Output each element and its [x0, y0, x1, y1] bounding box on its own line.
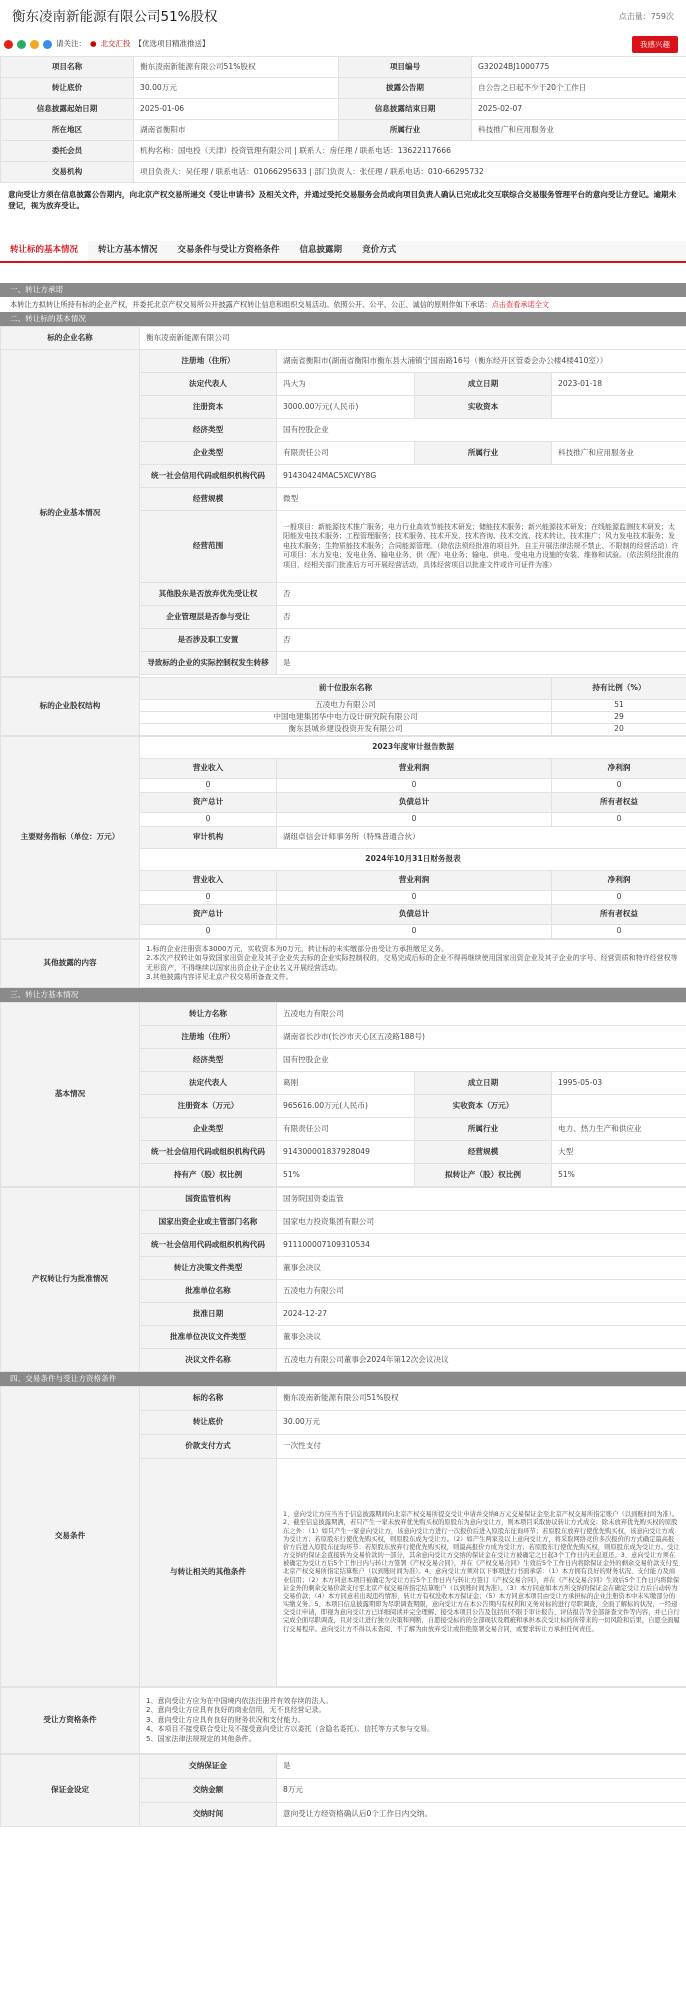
auditor: 湖组卓信会计师事务所（特殊普通合伙） [277, 827, 686, 849]
label: 价款支付方式 [140, 1435, 277, 1459]
label: 审计机构 [140, 827, 277, 849]
value: 0 [552, 779, 686, 793]
label: 企业类型 [140, 1118, 277, 1141]
value: 否 [277, 629, 686, 652]
tab-conditions[interactable]: 交易条件与受让方资格条件 [177, 245, 280, 256]
label: 法定代表人 [140, 1072, 277, 1095]
value: 董事会决议 [277, 1326, 686, 1349]
label: 实收资本（万元） [415, 1095, 552, 1118]
label: 交易机构 [1, 162, 134, 183]
label: 国资监管机构 [140, 1188, 277, 1211]
target-name: 衡东凌南新能源有限公司 [140, 327, 686, 350]
value: 914300001837928049 [277, 1141, 415, 1164]
report-title: 2024年10月31日财务报表 [140, 849, 686, 871]
label: 标的名称 [140, 1387, 277, 1411]
value: 91430424MAC5XCWY8G [277, 465, 686, 488]
value: 五凌电力有限公司 [277, 1003, 686, 1026]
label: 企业类型 [140, 442, 277, 465]
qq-icon[interactable] [43, 40, 52, 49]
column-header: 负债总计 [277, 905, 552, 925]
value: 2023-01-18 [552, 373, 686, 396]
label: 项目编号 [339, 57, 472, 78]
other-item: 1.标的企业注册资本3000万元，实收资本为0万元，转让标的未实缴部分由受让方承担缴足义务。 [146, 944, 448, 953]
label: 标的企业名称 [1, 327, 140, 350]
label: 法定代表人 [140, 373, 277, 396]
value: 3000.00万元(人民币) [277, 396, 415, 419]
label: 受让方资格条件 [1, 1688, 140, 1754]
value: 电力、热力生产和供应业 [552, 1118, 686, 1141]
column-header: 所有者权益 [552, 793, 686, 813]
value: 科技推广和应用服务业 [552, 442, 686, 465]
label: 统一社会信用代码或组织机构代码 [140, 1234, 277, 1257]
label: 企业管理层是否参与受让 [140, 606, 277, 629]
column-header: 负债总计 [277, 793, 552, 813]
promise-text: 本转让方拟转让所持有标的企业产权，并委托北京产权交易所公开披露产权转让信息和组织交易活动。依照公开、公平、公正、诚信的原则作如下承诺： [10, 300, 492, 309]
section-header: 二、转让标的基本情况 [0, 312, 686, 326]
value: 是 [277, 1755, 686, 1779]
tab-transferor[interactable]: 转让方基本情况 [98, 245, 158, 256]
column-header: 营业利润 [277, 871, 552, 891]
label: 披露公告期 [339, 78, 472, 99]
holder-name: 中国电建集团华中电力设计研究院有限公司 [140, 712, 552, 724]
section-header: 一、转让方承诺 [0, 283, 686, 297]
value: 0 [552, 891, 686, 905]
label: 经济类型 [140, 1049, 277, 1072]
tab-bidding[interactable]: 竞价方式 [362, 245, 397, 256]
label: 标的企业基本情况 [1, 350, 140, 677]
promise-link[interactable]: 点击查看承诺全文 [491, 300, 550, 309]
column-header: 净利润 [552, 759, 686, 779]
label: 注册地（住所） [140, 1026, 277, 1049]
notice-text: 意向受让方须在信息披露公告期内，向北京产权交易所递交《受让申请书》及相关文件，并通过受托交易服务会员或向项目负责人确认已完成北交互联综合交易服务管理平台的意向受让方登记。逾期未登记，视为放弃受让。 [8, 190, 677, 211]
business-scope: 一般项目：新能源技术推广服务；电力行业高效节能技术研发；储能技术服务；新兴能源技术研发；在线能源监测技术研发；太阳能发电技术服务；工程管理服务；技术服务、技术开发、技术咨询、技术交流、技术转让、技术推广；风力发电技术服务；发电技术服务；生物质能技术服务；合同能源管理。（除依法须经批准的项目外，自主开展法律法规不禁止、不限制的经营活动）许可项目：水力发电；发电业务、输电业务、供（配）电业务；输电、供电、受电电力设施的安装、维修和试验。（依法须经批准的项目，经相关部门批准后方可开展经营活动，具体经营项目以批准文件或许可证件为准） [277, 511, 686, 583]
label: 委托会员 [1, 141, 134, 162]
interested-button[interactable]: 我感兴趣 [632, 36, 678, 53]
label: 所属行业 [339, 120, 472, 141]
other-item: 2.本次产权转让如导致国家出资企业及其子企业失去标的企业实际控制权的，交易完成后标的企业不得再继续使用国家出资企业及其子企业的字号、经营资质和特许经营权等无形资产，不得继续以国家出资企业子企业名义开展经营活动。 [146, 954, 678, 972]
transferor-table [0, 1002, 686, 1187]
wechat-icon[interactable] [17, 40, 26, 49]
qual-item: 1、意向受让方应为在中国境内依法注册并有效存续的法人。 [146, 1696, 333, 1705]
value: 2024-12-27 [277, 1303, 686, 1326]
label: 其他披露的内容 [1, 940, 140, 988]
conditions-table [0, 1386, 686, 1687]
label: 转让方决策文件类型 [140, 1257, 277, 1280]
value: 0 [277, 925, 552, 939]
announce-period: 自公告之日起不少于20个工作日 [472, 78, 686, 99]
label: 主要财务指标（单位：万元） [1, 737, 140, 939]
label: 所在地区 [1, 120, 134, 141]
value: 五凌电力有限公司 [277, 1280, 686, 1303]
label: 拟转让产（股）权比例 [415, 1164, 552, 1187]
industry: 科技推广和应用服务业 [472, 120, 686, 141]
label: 所属行业 [415, 1118, 552, 1141]
value: 0 [140, 925, 277, 939]
value: 有限责任公司 [277, 442, 415, 465]
follow-tag[interactable]: 【优选项目精准推送】 [134, 38, 210, 48]
agency-info: 项目负责人：吴任理 / 联系电话：01066295633 | 部门负责人：张任理 / 联系电话：010-66295732 [134, 162, 686, 183]
beijiao-icon: ● [90, 38, 97, 48]
label: 导致标的企业的实际控制权发生转移 [140, 652, 277, 675]
value: 是 [277, 652, 686, 675]
label: 批准单位名称 [140, 1280, 277, 1303]
other-disclosure [140, 940, 686, 988]
value: 国务院国资委监管 [277, 1188, 686, 1211]
value: 五凌电力有限公司董事会2024年第12次会议决议 [277, 1349, 686, 1372]
promise-note [0, 297, 686, 312]
start-date: 2025-01-06 [134, 99, 339, 120]
label: 注册地（住所） [140, 350, 277, 373]
value: 一次性支付 [277, 1435, 686, 1459]
column-header: 所有者权益 [552, 905, 686, 925]
value: 意向受让方经资格确认后0个工作日内交纳。 [277, 1803, 686, 1827]
value: 微型 [277, 488, 686, 511]
end-date: 2025-02-07 [472, 99, 686, 120]
tab-target[interactable]: 转让标的基本情况 [0, 241, 88, 261]
column-header: 资产总计 [140, 793, 277, 813]
project-info-table [0, 56, 686, 183]
value [552, 396, 686, 419]
share-bar [4, 39, 210, 49]
column-header: 净利润 [552, 871, 686, 891]
value: 否 [277, 583, 686, 606]
qual-item: 5、国家法律法规规定的其他条件。 [146, 1734, 256, 1743]
approval-table [0, 1187, 686, 1372]
value: 冯大为 [277, 373, 415, 396]
label: 交易条件 [1, 1387, 140, 1687]
column-header: 资产总计 [140, 905, 277, 925]
value: 董事会决议 [277, 1257, 686, 1280]
label: 经营规模 [140, 488, 277, 511]
label: 转让底价 [140, 1411, 277, 1435]
value [552, 1095, 686, 1118]
value: 0 [277, 779, 552, 793]
label: 决议文件名称 [140, 1349, 277, 1372]
member-info: 机构名称：国电投（天津）投资管理有限公司 | 联系人：房任理 / 联系电话：13622117666 [134, 141, 686, 162]
other-disclosure-table [0, 939, 686, 988]
label: 批准单位决议文件类型 [140, 1326, 277, 1349]
value: 0 [552, 925, 686, 939]
value: 51% [277, 1164, 415, 1187]
qzone-icon[interactable] [30, 40, 39, 49]
holder-ratio: 51 [552, 700, 686, 712]
label: 是否涉及职工安置 [140, 629, 277, 652]
value: 0 [140, 779, 277, 793]
value: 国家电力投资集团有限公司 [277, 1211, 686, 1234]
label: 注册资本 [140, 396, 277, 419]
label: 产权转让行为批准情况 [1, 1188, 140, 1372]
holder-name: 衡东县城乡建设投资开发有限公司 [140, 724, 552, 736]
column-header: 前十位股东名称 [140, 678, 552, 700]
label: 成立日期 [415, 373, 552, 396]
value: 0 [140, 813, 277, 827]
holder-ratio: 20 [552, 724, 686, 736]
section-header: 三、转让方基本情况 [0, 988, 686, 1002]
value: 965616.00万元(人民币) [277, 1095, 415, 1118]
value: 湖南省衡阳市(湖南省衡阳市衡东县大浦镇宁国南路16号（衡东经开区管委会办公楼4楼410室）） [277, 350, 686, 373]
label: 信息披露起始日期 [1, 99, 134, 120]
column-header: 营业收入 [140, 759, 277, 779]
other-item: 3.其他披露内容详见北京产权交易所备查文件。 [146, 972, 293, 981]
label: 标的企业股权结构 [1, 678, 140, 736]
value: 0 [552, 813, 686, 827]
region: 湖南省衡阳市 [134, 120, 339, 141]
value: 葛刚 [277, 1072, 415, 1095]
label: 保证金设定 [1, 1755, 140, 1827]
other-conditions: 1、意向受让方应当当于信息披露期间向北京产权交易所提交受让申请并交纳8万元交易保证金至北京产权交易所指定账户（以到账时间为准）。2、截至信息披露期满，若只产生一家未放弃优先购买权的原股东为意向受让方，则本项目采取协议转让方式成交：除未放弃优先购买权的原股东之外：（1）如只产生一家意向受让方，该意向受让方进行一次报价后进入原股东征询环节；若原股东放弃行使优先购买权，该意向受让方成为受让方；若原股东行使优先购买权，则原股东成为受让方。（2）如产生两家及以上意向受让方，将采取网络竞价多次报价的方式确定最高报价方后进入原股东征询环节：若原股东放弃行使优先购买权，则最高报价方成为受让方；若原股东行使优先购买权，则原股东成为受让方。受让方交纳的保证金直接转为交易价款的一部分，其余意向受让方交纳的保证金在受让方被确定之日起3个工作日内无息返还。3、意向受让方须在被确定为受让方后5个工作日内与转让方签署《产权交易合同》，并在《产权交易合同》生效后5个工作日内将除保证金外的剩余交易价款支付至北京产权交易所指定结算账户（以到账时间为准）。4、意向受让方须对以下事项进行书面承诺：（1）本方拥有良好的财务状况、支付能力及商业信用；（2）本方同意本项目被确定为受让方后5个工作日内与转让方签订《产权交易合同》，并在《产权交易合同》生效后5个工作日内将除保证金外的剩余交易价款支付至北京产权交易所指定结算账户（以到账时间为准）。（3）本方同意如本方所交纳的保证金在确定受让方后自动转为交易价款；（4）本方同意若出现违约情形，转让方有权没收本方保证金；（5）本方同意本项目由受让方承担标的企业注册资本中未实缴部分的实缴义务。5、本项目信息披露期即为尽职调查期限，意向受让方在本公告期内有权利和义务对标的进行尽职调查，全面了解标的状况，一经递交受让申请，即视为意向受让方已详细阅读并完全理解、接受本项目公告及包括但不限于审计报告、评估报告等全部备查文件等内容，并已自行完成全面尽职调查，且对受让进行独立决策和判断，自愿接受标的的全部现状及瑕疵和承担本次受让标的所带来的一切风险和后果，自愿全面履行交易程序。意向受让方不得以未查阅、不了解为由放弃受让或拒绝签署交易合同，或要求转让方承担任何责任。 [277, 1459, 686, 1687]
holder-ratio: 29 [552, 712, 686, 724]
value: 否 [277, 606, 686, 629]
label: 信息披露结束日期 [339, 99, 472, 120]
value: 30.00万元 [277, 1411, 686, 1435]
label: 项目名称 [1, 57, 134, 78]
label: 转让底价 [1, 78, 134, 99]
label: 经营规模 [415, 1141, 552, 1164]
value: 8万元 [277, 1779, 686, 1803]
audit-title: 2023年度审计报告数据 [140, 737, 686, 759]
tab-disclosure[interactable]: 信息披露期 [299, 245, 343, 256]
value: 湖南省长沙市(长沙市天心区五凌路188号) [277, 1026, 686, 1049]
label: 交纳保证金 [140, 1755, 277, 1779]
value: 1995-05-03 [552, 1072, 686, 1095]
target-table [0, 326, 686, 677]
project-name: 衡东凌南新能源有限公司51%股权 [134, 57, 339, 78]
tab-bar [0, 241, 686, 263]
label: 批准日期 [140, 1303, 277, 1326]
label: 统一社会信用代码或组织机构代码 [140, 1141, 277, 1164]
qual-item: 2、意向受让方应具有良好的商业信用，无不良经营记录。 [146, 1706, 326, 1715]
follow-org[interactable]: 北交汇投 [100, 38, 131, 48]
value: 有限责任公司 [277, 1118, 415, 1141]
label: 成立日期 [415, 1072, 552, 1095]
value: 0 [277, 813, 552, 827]
label: 交纳金额 [140, 1779, 277, 1803]
qualification-table [0, 1687, 686, 1754]
label: 其他股东是否放弃优先受让权 [140, 583, 277, 606]
label: 基本情况 [1, 1003, 140, 1187]
label: 转让方名称 [140, 1003, 277, 1026]
finance-table [0, 736, 686, 939]
action-bar [0, 34, 686, 54]
column-header: 持有比例（%） [552, 678, 686, 700]
label: 与转让相关的其他条件 [140, 1459, 277, 1687]
label: 所属行业 [415, 442, 552, 465]
label: 注册资本（万元） [140, 1095, 277, 1118]
value: 国有控股企业 [277, 419, 686, 442]
value: 0 [140, 891, 277, 905]
label: 交纳时间 [140, 1803, 277, 1827]
label: 统一社会信用代码或组织机构代码 [140, 465, 277, 488]
section-header: 四、交易条件与受让方资格条件 [0, 1372, 686, 1386]
value: 衡东凌南新能源有限公司51%股权 [277, 1387, 686, 1411]
column-header: 营业收入 [140, 871, 277, 891]
value: 国有控股企业 [277, 1049, 686, 1072]
value: 51% [552, 1164, 686, 1187]
base-price: 30.00万元 [134, 78, 339, 99]
page-title: 衡东凌南新能源有限公司51%股权 [12, 8, 218, 25]
deposit-table [0, 1754, 686, 1827]
value: 大型 [552, 1141, 686, 1164]
project-code: G32024BJ1000775 [472, 57, 686, 78]
view-count: 点击量：759次 [618, 11, 674, 21]
column-header: 营业利润 [277, 759, 552, 779]
value: 0 [277, 891, 552, 905]
label: 实收资本 [415, 396, 552, 419]
holder-name: 五凌电力有限公司 [140, 700, 552, 712]
qual-item: 4、本项目不接受联合受让及不接受意向受让方以委托（含隐名委托）、信托等方式参与交易。 [146, 1725, 434, 1734]
qual-item: 3、意向受让方应具有良好的财务状况和支付能力。 [146, 1715, 305, 1724]
label: 持有产（股）权比例 [140, 1164, 277, 1187]
page-header [0, 0, 686, 34]
qualification-list [140, 1688, 686, 1754]
weibo-icon[interactable] [4, 40, 13, 49]
label: 国家出资企业或主管部门名称 [140, 1211, 277, 1234]
follow-label: 请关注： [56, 38, 86, 48]
shareholder-table [0, 677, 686, 736]
label: 经济类型 [140, 419, 277, 442]
label: 经营范围 [140, 511, 277, 583]
value: 911100007109310534 [277, 1234, 686, 1257]
